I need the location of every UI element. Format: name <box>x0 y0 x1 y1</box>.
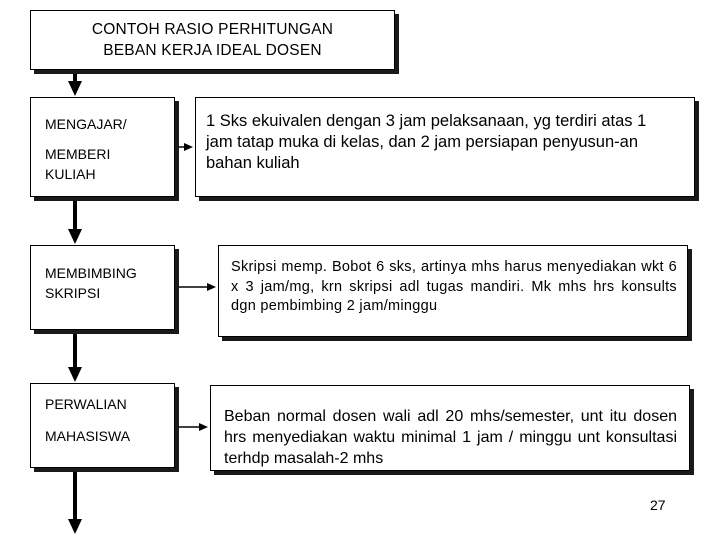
activity-label-line-2: MAHASISWA <box>45 428 131 444</box>
down-arrow-1 <box>68 70 82 96</box>
description-box-perwalian <box>210 385 690 471</box>
description-box-mengajar <box>195 97 695 197</box>
down-arrow-2 <box>68 197 82 244</box>
title-line-1: CONTOH RASIO PERHITUNGAN <box>91 21 334 38</box>
activity-box-perwalian <box>30 383 175 468</box>
description-text: Beban normal dosen wali adl 20 mhs/semester, unt itu dosen hrs menyediakan waktu minimal 1 jam / minggu unt konsultasi terhdp masalah-2 mhs <box>224 408 677 467</box>
activity-label-line-1: MEMBIMBING SKRIPSI <box>45 265 137 301</box>
page-number: 27 <box>650 497 666 513</box>
description-text: 1 Sks ekuivalen dengan 3 jam pelaksanaan, yg terdiri atas 1 jam tatap muka di kelas, dan 2 jam persiapan penyusun-an bahan kuliah <box>206 112 647 172</box>
down-arrow-4 <box>68 468 82 534</box>
description-text: Skripsi memp. Bobot 6 sks, artinya mhs harus menyediakan wkt 6 x 3 jam/mg, krn skripsi adl tugas mandiri. Mk mhs hrs konsults dgn pembimbing 2 jam/minggu <box>231 259 677 314</box>
activity-box-membimbing <box>30 245 175 330</box>
right-arrow-1 <box>175 143 193 151</box>
title-line-2: BEBAN KERJA IDEAL DOSEN <box>103 42 322 59</box>
activity-label-line-1: MENGAJAR/ <box>45 116 127 132</box>
description-box-membimbing <box>218 245 688 337</box>
activity-label-line-1: PERWALIAN <box>45 396 127 412</box>
title-box <box>30 10 395 70</box>
activity-label-line-2: MEMBERI KULIAH <box>45 146 111 182</box>
right-arrow-3 <box>175 423 208 431</box>
down-arrow-3 <box>68 330 82 382</box>
right-arrow-2 <box>175 283 216 291</box>
activity-box-mengajar <box>30 97 175 197</box>
